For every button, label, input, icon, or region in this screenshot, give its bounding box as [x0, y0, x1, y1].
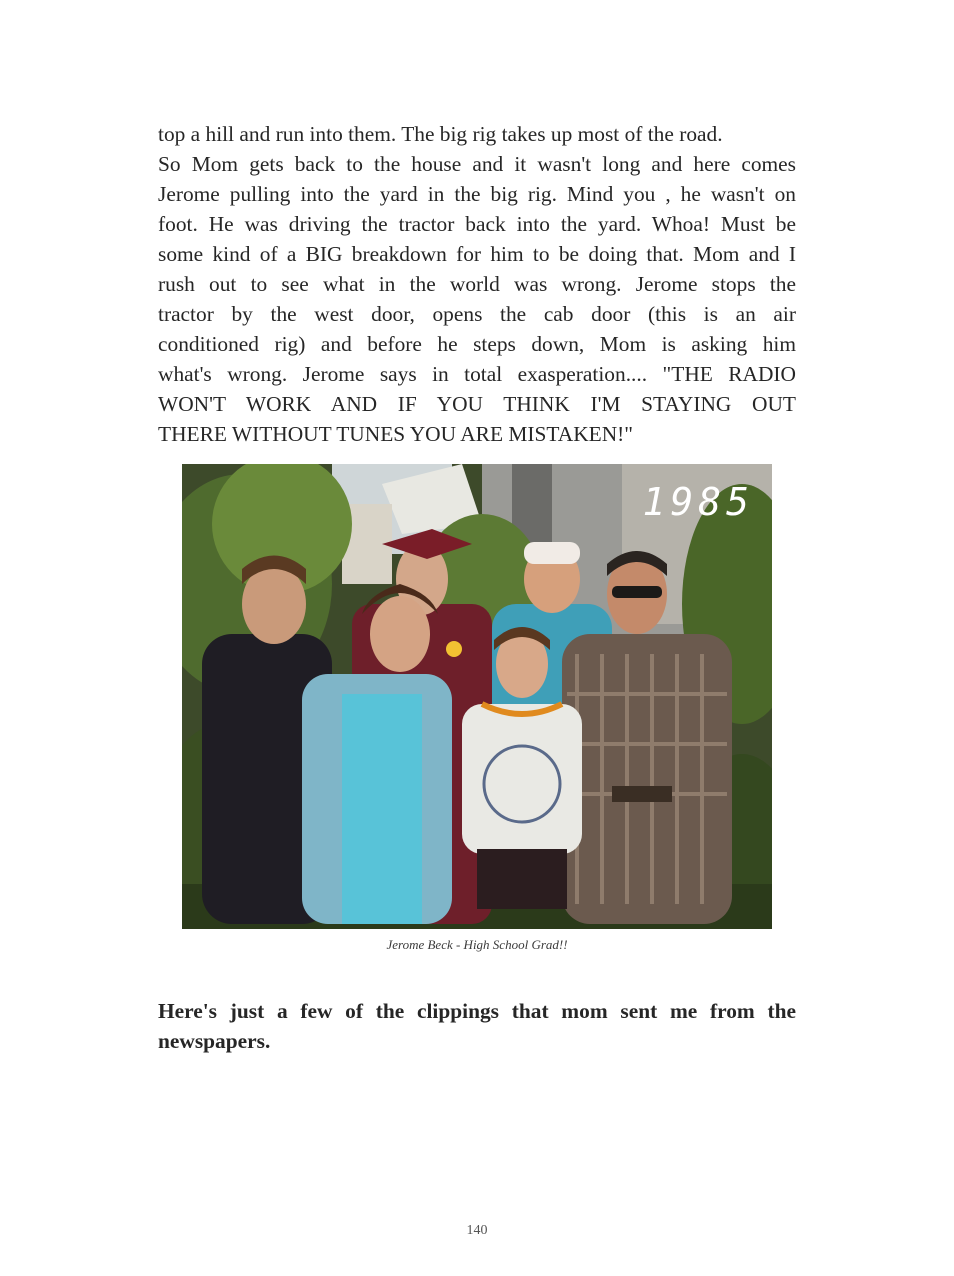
year-stamp: 1985 [642, 480, 754, 524]
body-line: what's wrong. Jerome says in total exasperation.... "THE RADIO [158, 362, 796, 386]
body-paragraph [158, 119, 796, 449]
bold-paragraph [158, 996, 796, 1056]
bold-line: newspapers. [158, 1029, 271, 1053]
body-line: So Mom gets back to the house and it wasn't long and here comes [158, 152, 796, 176]
body-line: tractor by the west door, opens the cab door (this is an air [158, 302, 796, 326]
body-line: rush out to see what in the world was wrong. Jerome stops the [158, 272, 796, 296]
photo-caption: Jerome Beck - High School Grad!! [386, 937, 568, 952]
body-line: foot. He was driving the tractor back into the yard. Whoa! Must be [158, 212, 796, 236]
body-line: conditioned rig) and before he steps down, Mom is asking him [158, 332, 796, 356]
body-line: WON'T WORK AND IF YOU THINK I'M STAYING OUT [158, 392, 796, 416]
body-line: THERE WITHOUT TUNES YOU ARE MISTAKEN!" [158, 422, 634, 446]
body-line: Jerome pulling into the yard in the big rig. Mind you , he wasn't on [158, 182, 796, 206]
body-line: top a hill and run into them. The big rig takes up most of the road. [158, 122, 723, 146]
family-photo [182, 464, 772, 929]
photo-illustration [182, 464, 772, 929]
bold-line: Here's just a few of the clippings that mom sent me from the [158, 999, 796, 1023]
page-number: 140 [466, 1223, 488, 1238]
body-line: some kind of a BIG breakdown for him to be doing that. Mom and I [158, 242, 796, 266]
